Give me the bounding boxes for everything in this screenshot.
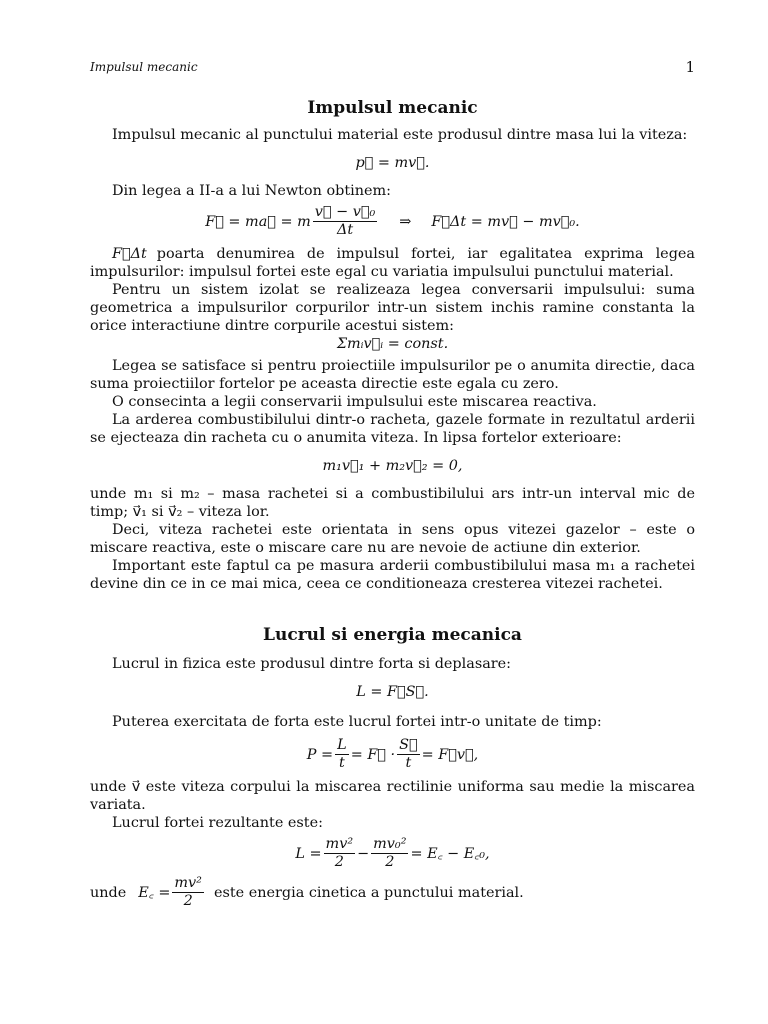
equation-momentum: p⃗ = mv⃗.: [355, 155, 430, 171]
symbol: F⃗Δt: [112, 246, 147, 262]
eq-part: −: [357, 845, 370, 862]
eq-part: E꜀ =: [138, 884, 171, 901]
paragraph: Impulsul mecanic al punctului material este produsul dintre masa lui la viteza:: [112, 127, 688, 143]
paragraph: O consecinta a legii conservarii impulsului este miscarea reactiva.: [112, 394, 597, 410]
paragraph: [90, 245, 695, 281]
fraction: [397, 737, 420, 772]
paragraph: unde m₁ si m₂ – masa rachetei si a combustibilului ars intr-un interval mic de timp; v⃗₁ si v⃗₂ – viteza lor.: [90, 486, 695, 520]
equation-power: [90, 737, 695, 772]
eq-part: L =: [295, 845, 322, 862]
eq-part: P =: [306, 746, 334, 763]
fraction-numerator: S⃗: [399, 737, 418, 753]
implies-arrow: ⇒: [399, 213, 412, 230]
running-title: Impulsul mecanic: [90, 60, 198, 74]
paragraph-text: unde: [90, 884, 127, 901]
paragraph-kinetic-energy: [90, 875, 695, 910]
fraction-numerator: L: [337, 737, 347, 753]
fraction: [172, 875, 204, 910]
fraction-numerator: mv²: [174, 875, 202, 891]
paragraph: Lucrul in fizica este produsul dintre forta si deplasare:: [112, 656, 512, 672]
fraction: [371, 836, 408, 871]
paragraph: Pentru un sistem izolat se realizeaza legea conversarii impulsului: suma geometrica a impulsurilor corpurilor intr-un sistem inchis ramine constanta la orice interactiune dintre corpurile acestui sistem:: [90, 282, 695, 334]
eq-part: = F⃗v⃗,: [421, 746, 479, 763]
fraction-denominator: t: [339, 755, 345, 771]
equation-work-energy: [90, 836, 695, 871]
section-title-lucru: Lucrul si energia mecanica: [263, 625, 522, 645]
paragraph: Legea se satisface si pentru proiectiile impulsurilor pe o anumita directie, daca suma proiectiilor fortelor pe aceasta directie este egala cu zero.: [90, 358, 695, 392]
eq-part: = E꜀ − E꜀₀,: [410, 845, 490, 862]
eq-part: F⃗Δt = mv⃗ − mv⃗₀.: [431, 213, 580, 230]
fraction-numerator: v⃗ − v⃗₀: [314, 204, 376, 220]
fraction: [335, 737, 349, 772]
section-title-impuls: Impulsul mecanic: [307, 98, 478, 118]
equation-rocket: m₁v⃗₁ + m₂v⃗₂ = 0,: [322, 458, 463, 474]
paragraph: Din legea a II-a a lui Newton obtinem:: [112, 183, 391, 199]
fraction-denominator: 2: [334, 854, 344, 870]
paragraph-text: este energia cinetica a punctului material.: [213, 884, 524, 901]
fraction-numerator: mv²: [325, 836, 354, 852]
fraction: [313, 204, 378, 239]
fraction-denominator: 2: [385, 854, 395, 870]
fraction: [324, 836, 356, 871]
paragraph: unde v⃗ este viteza corpului la miscarea rectilinie uniforma sau medie la miscarea variata.: [90, 779, 695, 813]
eq-part: = F⃗ ·: [350, 746, 396, 763]
paragraph: La arderea combustibilului dintr-o racheta, gazele formate in rezultatul arderii se ejecteaza din racheta cu o anumita viteza. In lipsa fortelor exterioare:: [90, 412, 695, 446]
paragraph: Lucrul fortei rezultante este:: [112, 815, 323, 831]
page-content: [90, 96, 695, 910]
equation-newton: [90, 204, 695, 239]
fraction-numerator: mv₀²: [373, 836, 407, 852]
fraction-denominator: t: [405, 755, 412, 771]
equation-conservation: Σmᵢv⃗ᵢ = const.: [336, 336, 449, 352]
page-number: 1: [685, 58, 695, 76]
paragraph: Deci, viteza rachetei este orientata in sens opus vitezei gazelor – este o miscare reactiva, este o miscare care nu are nevoie de actiune din exterior.: [90, 522, 695, 556]
eq-part: F⃗ = ma⃗ = m: [205, 213, 311, 230]
equation-work: L = F⃗S⃗.: [356, 684, 429, 700]
paragraph-text: poarta denumirea de impulsul fortei, iar egalitatea exprima legea impulsurilor: impulsul fortei este egal cu variatia impulsului punctului material.: [90, 246, 695, 280]
fraction-denominator: 2: [183, 893, 193, 909]
paragraph: Important este faptul ca pe masura arderii combustibilului masa m₁ a rachetei devine din ce in ce mai mica, ceea ce conditioneaza cresterea vitezei rachetei.: [90, 558, 695, 592]
fraction-denominator: Δt: [336, 222, 354, 238]
paragraph: Puterea exercitata de forta este lucrul fortei intr-o unitate de timp:: [112, 714, 602, 730]
